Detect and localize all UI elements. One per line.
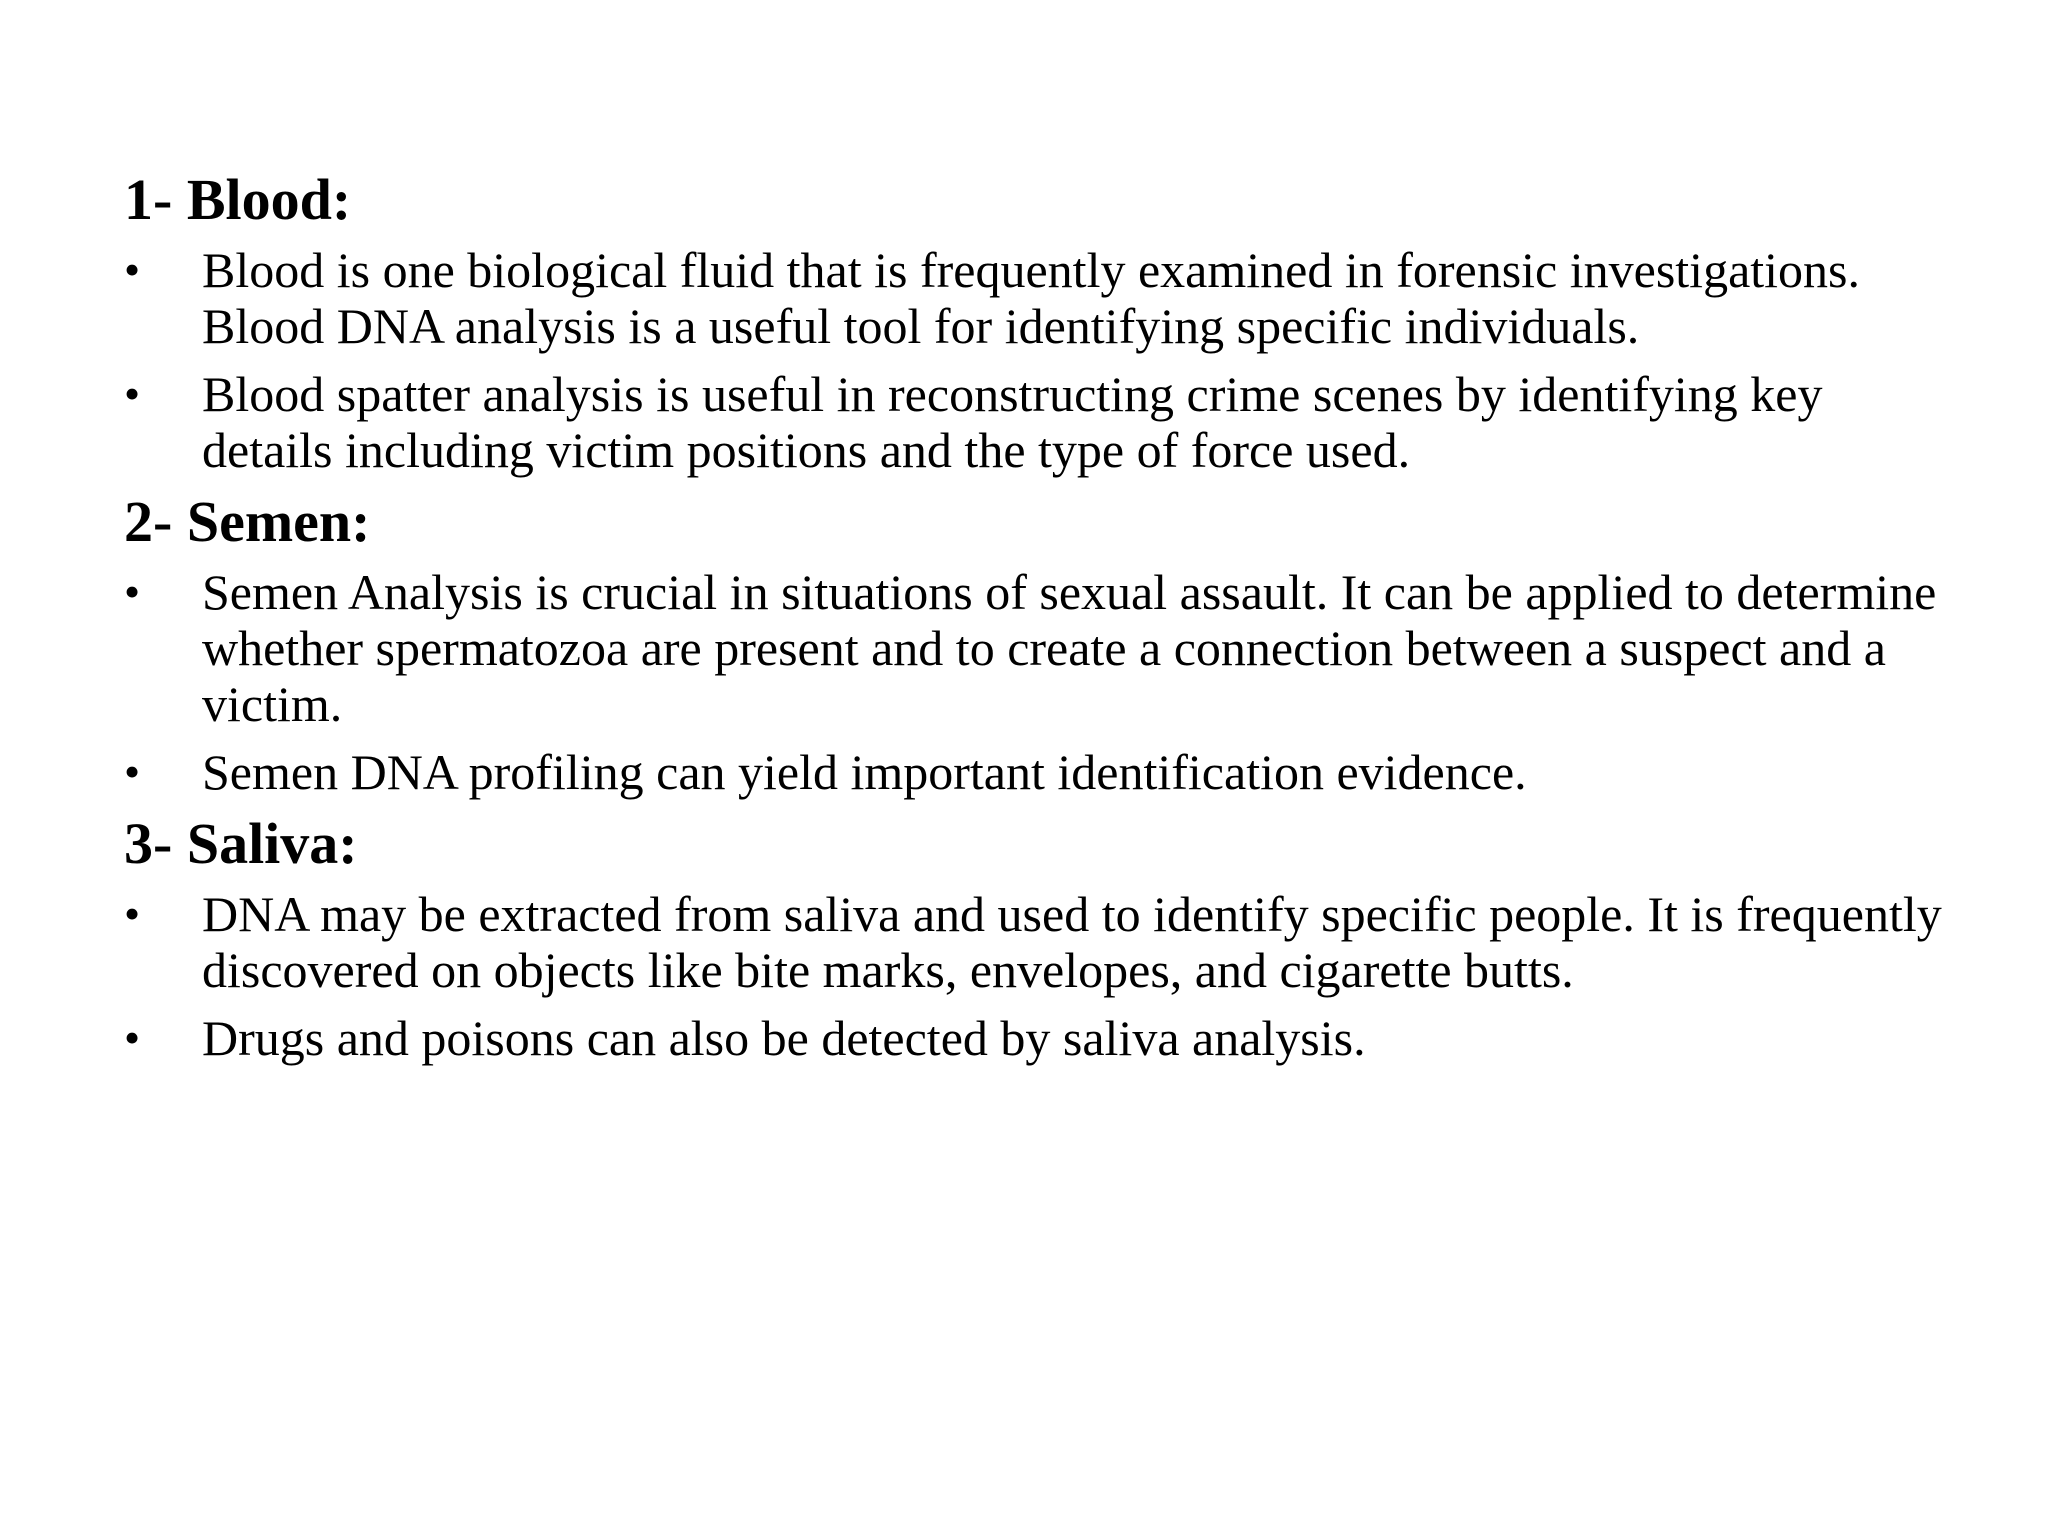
bullet-list-saliva: [124, 886, 1954, 1066]
slide-content: [124, 168, 1954, 1078]
bullet-text: DNA may be extracted from saliva and used to identify specific people. It is frequently discovered on objects like bite marks, envelopes, and cigarette butts.: [202, 886, 1942, 998]
bullet-item: [124, 564, 1962, 732]
bullet-text: Drugs and poisons can also be detected by saliva analysis.: [202, 1010, 1366, 1066]
bullet-list-semen: [124, 564, 1954, 800]
bullet-icon: •: [124, 1012, 141, 1063]
bullet-item: [124, 886, 1962, 998]
bullet-icon: •: [124, 244, 141, 295]
bullet-icon: •: [124, 746, 141, 797]
bullet-text: Blood is one biological fluid that is frequently examined in forensic investigations. Blood DNA analysis is a useful tool for identifying specific individuals.: [202, 242, 1861, 354]
bullet-text: Semen DNA profiling can yield important identification evidence.: [202, 744, 1527, 800]
bullet-icon: •: [124, 566, 141, 617]
bullet-text: Blood spatter analysis is useful in reconstructing crime scenes by identifying key details including victim positions and the type of force used.: [202, 366, 1823, 478]
section-heading-saliva: 3- Saliva:: [124, 811, 358, 876]
bullet-icon: •: [124, 888, 141, 939]
bullet-item: [124, 1010, 1962, 1066]
bullet-item: [124, 366, 1962, 478]
section-heading-semen: 2- Semen:: [124, 489, 371, 554]
bullet-list-blood: [124, 242, 1954, 478]
bullet-item: [124, 242, 1962, 354]
bullet-icon: •: [124, 368, 141, 419]
bullet-text: Semen Analysis is crucial in situations of sexual assault. It can be applied to determine whether spermatozoa are present and to create a connection between a suspect and a victim.: [202, 564, 1937, 732]
bullet-item: [124, 744, 1962, 800]
section-heading-blood: 1- Blood:: [124, 167, 352, 232]
